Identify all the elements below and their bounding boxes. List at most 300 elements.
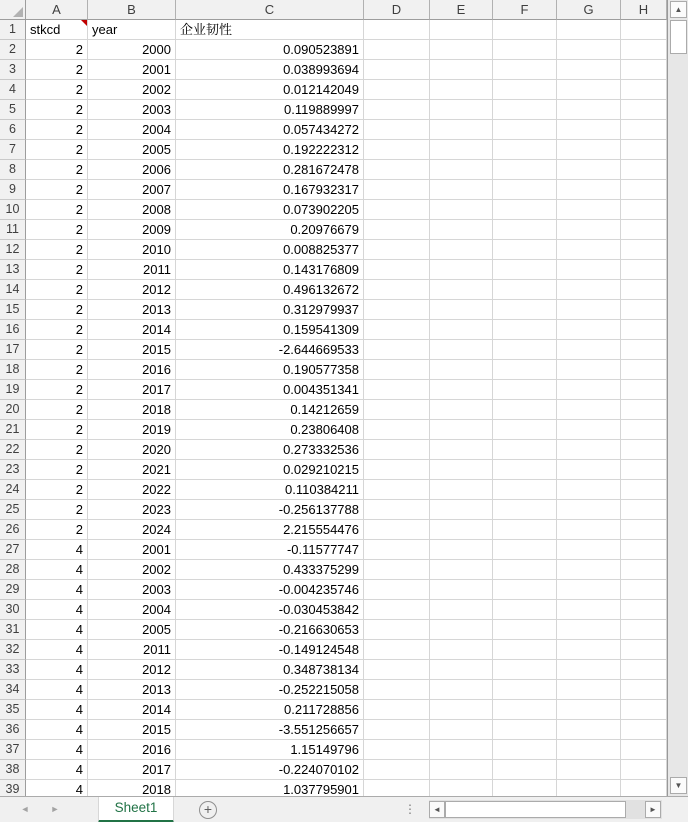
cell-a18[interactable]: 2 — [26, 360, 88, 380]
cell-d38[interactable] — [364, 760, 430, 780]
cell-d21[interactable] — [364, 420, 430, 440]
cell-a25[interactable]: 2 — [26, 500, 88, 520]
cell-c36[interactable]: -3.551256657 — [176, 720, 364, 740]
cell-f17[interactable] — [493, 340, 557, 360]
cell-c22[interactable]: 0.273332536 — [176, 440, 364, 460]
cell-c4[interactable]: 0.012142049 — [176, 80, 364, 100]
cell-e27[interactable] — [430, 540, 493, 560]
cell-d1[interactable] — [364, 20, 430, 40]
cell-f29[interactable] — [493, 580, 557, 600]
row-header-2[interactable]: 2 — [0, 40, 26, 60]
cell-d3[interactable] — [364, 60, 430, 80]
row-header-1[interactable]: 1 — [0, 20, 26, 40]
cell-g5[interactable] — [557, 100, 621, 120]
cell-h38[interactable] — [621, 760, 667, 780]
cell-b2[interactable]: 2000 — [88, 40, 176, 60]
cell-b37[interactable]: 2016 — [88, 740, 176, 760]
cell-c26[interactable]: 2.215554476 — [176, 520, 364, 540]
cell-a15[interactable]: 2 — [26, 300, 88, 320]
cell-c10[interactable]: 0.073902205 — [176, 200, 364, 220]
cell-b26[interactable]: 2024 — [88, 520, 176, 540]
cell-b4[interactable]: 2002 — [88, 80, 176, 100]
cell-d15[interactable] — [364, 300, 430, 320]
horizontal-scrollbar-thumb[interactable] — [445, 801, 626, 818]
cell-b7[interactable]: 2005 — [88, 140, 176, 160]
cell-e35[interactable] — [430, 700, 493, 720]
cell-f6[interactable] — [493, 120, 557, 140]
cell-e9[interactable] — [430, 180, 493, 200]
cell-g12[interactable] — [557, 240, 621, 260]
cell-g10[interactable] — [557, 200, 621, 220]
cell-e3[interactable] — [430, 60, 493, 80]
cell-e20[interactable] — [430, 400, 493, 420]
row-header-27[interactable]: 27 — [0, 540, 26, 560]
cell-b32[interactable]: 2011 — [88, 640, 176, 660]
row-header-22[interactable]: 22 — [0, 440, 26, 460]
cell-h18[interactable] — [621, 360, 667, 380]
cell-h36[interactable] — [621, 720, 667, 740]
cell-g1[interactable] — [557, 20, 621, 40]
cell-c38[interactable]: -0.224070102 — [176, 760, 364, 780]
cell-a37[interactable]: 4 — [26, 740, 88, 760]
cell-f32[interactable] — [493, 640, 557, 660]
cell-e2[interactable] — [430, 40, 493, 60]
cell-e12[interactable] — [430, 240, 493, 260]
cell-a5[interactable]: 2 — [26, 100, 88, 120]
row-header-32[interactable]: 32 — [0, 640, 26, 660]
row-header-16[interactable]: 16 — [0, 320, 26, 340]
cell-c12[interactable]: 0.008825377 — [176, 240, 364, 260]
cell-e19[interactable] — [430, 380, 493, 400]
cell-g31[interactable] — [557, 620, 621, 640]
cell-h27[interactable] — [621, 540, 667, 560]
cell-e18[interactable] — [430, 360, 493, 380]
cell-b9[interactable]: 2007 — [88, 180, 176, 200]
row-header-31[interactable]: 31 — [0, 620, 26, 640]
cell-b25[interactable]: 2023 — [88, 500, 176, 520]
cell-f22[interactable] — [493, 440, 557, 460]
row-header-21[interactable]: 21 — [0, 420, 26, 440]
cell-e10[interactable] — [430, 200, 493, 220]
row-header-12[interactable]: 12 — [0, 240, 26, 260]
cell-b22[interactable]: 2020 — [88, 440, 176, 460]
cell-d9[interactable] — [364, 180, 430, 200]
cell-d13[interactable] — [364, 260, 430, 280]
cell-f18[interactable] — [493, 360, 557, 380]
cell-g8[interactable] — [557, 160, 621, 180]
cell-a4[interactable]: 2 — [26, 80, 88, 100]
cell-e4[interactable] — [430, 80, 493, 100]
cell-h20[interactable] — [621, 400, 667, 420]
cell-e32[interactable] — [430, 640, 493, 660]
cell-c19[interactable]: 0.004351341 — [176, 380, 364, 400]
cell-g29[interactable] — [557, 580, 621, 600]
cell-g19[interactable] — [557, 380, 621, 400]
row-header-19[interactable]: 19 — [0, 380, 26, 400]
cell-f33[interactable] — [493, 660, 557, 680]
cell-d19[interactable] — [364, 380, 430, 400]
cell-d33[interactable] — [364, 660, 430, 680]
cell-b39[interactable]: 2018 — [88, 780, 176, 796]
cell-d14[interactable] — [364, 280, 430, 300]
cell-c31[interactable]: -0.216630653 — [176, 620, 364, 640]
column-header-b[interactable]: B — [88, 0, 176, 20]
cell-f16[interactable] — [493, 320, 557, 340]
cell-a34[interactable]: 4 — [26, 680, 88, 700]
cell-h11[interactable] — [621, 220, 667, 240]
row-header-18[interactable]: 18 — [0, 360, 26, 380]
cell-c20[interactable]: 0.14212659 — [176, 400, 364, 420]
cell-d17[interactable] — [364, 340, 430, 360]
cell-b6[interactable]: 2004 — [88, 120, 176, 140]
cell-f31[interactable] — [493, 620, 557, 640]
cell-c21[interactable]: 0.23806408 — [176, 420, 364, 440]
cell-b14[interactable]: 2012 — [88, 280, 176, 300]
cell-g6[interactable] — [557, 120, 621, 140]
cell-f26[interactable] — [493, 520, 557, 540]
cell-a8[interactable]: 2 — [26, 160, 88, 180]
cell-e11[interactable] — [430, 220, 493, 240]
cell-b13[interactable]: 2011 — [88, 260, 176, 280]
cell-g2[interactable] — [557, 40, 621, 60]
cell-c5[interactable]: 0.119889997 — [176, 100, 364, 120]
cell-g30[interactable] — [557, 600, 621, 620]
cell-b20[interactable]: 2018 — [88, 400, 176, 420]
cell-h28[interactable] — [621, 560, 667, 580]
cell-a7[interactable]: 2 — [26, 140, 88, 160]
cell-g18[interactable] — [557, 360, 621, 380]
cell-e5[interactable] — [430, 100, 493, 120]
cell-b38[interactable]: 2017 — [88, 760, 176, 780]
cell-a20[interactable]: 2 — [26, 400, 88, 420]
cell-c35[interactable]: 0.211728856 — [176, 700, 364, 720]
cell-c37[interactable]: 1.15149796 — [176, 740, 364, 760]
cell-d2[interactable] — [364, 40, 430, 60]
row-header-36[interactable]: 36 — [0, 720, 26, 740]
row-header-38[interactable]: 38 — [0, 760, 26, 780]
cell-b19[interactable]: 2017 — [88, 380, 176, 400]
cell-e16[interactable] — [430, 320, 493, 340]
cell-e34[interactable] — [430, 680, 493, 700]
cell-f27[interactable] — [493, 540, 557, 560]
cell-h14[interactable] — [621, 280, 667, 300]
cell-b11[interactable]: 2009 — [88, 220, 176, 240]
cell-f1[interactable] — [493, 20, 557, 40]
column-header-d[interactable]: D — [364, 0, 430, 20]
column-header-g[interactable]: G — [557, 0, 621, 20]
cell-f12[interactable] — [493, 240, 557, 260]
cell-f36[interactable] — [493, 720, 557, 740]
cell-c9[interactable]: 0.167932317 — [176, 180, 364, 200]
cell-h37[interactable] — [621, 740, 667, 760]
cell-a35[interactable]: 4 — [26, 700, 88, 720]
cell-h4[interactable] — [621, 80, 667, 100]
cell-h21[interactable] — [621, 420, 667, 440]
row-header-6[interactable]: 6 — [0, 120, 26, 140]
row-header-33[interactable]: 33 — [0, 660, 26, 680]
cell-a32[interactable]: 4 — [26, 640, 88, 660]
cell-f35[interactable] — [493, 700, 557, 720]
cell-b31[interactable]: 2005 — [88, 620, 176, 640]
cell-f21[interactable] — [493, 420, 557, 440]
cell-h5[interactable] — [621, 100, 667, 120]
row-header-9[interactable]: 9 — [0, 180, 26, 200]
row-header-5[interactable]: 5 — [0, 100, 26, 120]
column-header-e[interactable]: E — [430, 0, 493, 20]
cell-a29[interactable]: 4 — [26, 580, 88, 600]
cell-d5[interactable] — [364, 100, 430, 120]
cell-a16[interactable]: 2 — [26, 320, 88, 340]
cell-g4[interactable] — [557, 80, 621, 100]
cell-g13[interactable] — [557, 260, 621, 280]
cell-g23[interactable] — [557, 460, 621, 480]
cell-g35[interactable] — [557, 700, 621, 720]
cell-c11[interactable]: 0.20976679 — [176, 220, 364, 240]
cell-e28[interactable] — [430, 560, 493, 580]
cell-b10[interactable]: 2008 — [88, 200, 176, 220]
cell-c3[interactable]: 0.038993694 — [176, 60, 364, 80]
cell-h31[interactable] — [621, 620, 667, 640]
cell-h29[interactable] — [621, 580, 667, 600]
cell-b29[interactable]: 2003 — [88, 580, 176, 600]
cell-h22[interactable] — [621, 440, 667, 460]
cell-g25[interactable] — [557, 500, 621, 520]
cell-e21[interactable] — [430, 420, 493, 440]
cell-a21[interactable]: 2 — [26, 420, 88, 440]
cell-g36[interactable] — [557, 720, 621, 740]
cell-h24[interactable] — [621, 480, 667, 500]
cell-c28[interactable]: 0.433375299 — [176, 560, 364, 580]
cell-a14[interactable]: 2 — [26, 280, 88, 300]
row-header-14[interactable]: 14 — [0, 280, 26, 300]
cell-f9[interactable] — [493, 180, 557, 200]
cell-c39[interactable]: 1.037795901 — [176, 780, 364, 796]
cell-d7[interactable] — [364, 140, 430, 160]
column-header-a[interactable]: A — [26, 0, 88, 20]
cell-f28[interactable] — [493, 560, 557, 580]
cell-b30[interactable]: 2004 — [88, 600, 176, 620]
cell-h39[interactable] — [621, 780, 667, 796]
tab-area-resize-handle[interactable] — [404, 797, 416, 822]
cell-a6[interactable]: 2 — [26, 120, 88, 140]
cell-a38[interactable]: 4 — [26, 760, 88, 780]
cell-g39[interactable] — [557, 780, 621, 796]
cell-g24[interactable] — [557, 480, 621, 500]
cell-g15[interactable] — [557, 300, 621, 320]
cell-d37[interactable] — [364, 740, 430, 760]
cell-g11[interactable] — [557, 220, 621, 240]
cell-d31[interactable] — [364, 620, 430, 640]
cell-b16[interactable]: 2014 — [88, 320, 176, 340]
row-header-11[interactable]: 11 — [0, 220, 26, 240]
cell-g14[interactable] — [557, 280, 621, 300]
cell-e37[interactable] — [430, 740, 493, 760]
cell-c18[interactable]: 0.190577358 — [176, 360, 364, 380]
cell-h15[interactable] — [621, 300, 667, 320]
cell-a33[interactable]: 4 — [26, 660, 88, 680]
cell-h35[interactable] — [621, 700, 667, 720]
cell-g16[interactable] — [557, 320, 621, 340]
cell-h12[interactable] — [621, 240, 667, 260]
cell-b23[interactable]: 2021 — [88, 460, 176, 480]
cell-g33[interactable] — [557, 660, 621, 680]
row-header-7[interactable]: 7 — [0, 140, 26, 160]
cell-e23[interactable] — [430, 460, 493, 480]
cell-e30[interactable] — [430, 600, 493, 620]
cell-b33[interactable]: 2012 — [88, 660, 176, 680]
cell-b18[interactable]: 2016 — [88, 360, 176, 380]
cell-c15[interactable]: 0.312979937 — [176, 300, 364, 320]
cell-e39[interactable] — [430, 780, 493, 796]
cell-f38[interactable] — [493, 760, 557, 780]
cell-f11[interactable] — [493, 220, 557, 240]
cell-h17[interactable] — [621, 340, 667, 360]
cell-b3[interactable]: 2001 — [88, 60, 176, 80]
cell-g32[interactable] — [557, 640, 621, 660]
cell-g21[interactable] — [557, 420, 621, 440]
cell-c8[interactable]: 0.281672478 — [176, 160, 364, 180]
cell-e14[interactable] — [430, 280, 493, 300]
cell-d32[interactable] — [364, 640, 430, 660]
cell-a36[interactable]: 4 — [26, 720, 88, 740]
cell-d28[interactable] — [364, 560, 430, 580]
cell-g38[interactable] — [557, 760, 621, 780]
cell-c25[interactable]: -0.256137788 — [176, 500, 364, 520]
cell-c17[interactable]: -2.644669533 — [176, 340, 364, 360]
cell-h30[interactable] — [621, 600, 667, 620]
vertical-scrollbar-thumb[interactable] — [670, 20, 687, 54]
cell-c1[interactable]: 企业韧性 — [176, 20, 364, 40]
cell-g37[interactable] — [557, 740, 621, 760]
cell-a10[interactable]: 2 — [26, 200, 88, 220]
cell-b28[interactable]: 2002 — [88, 560, 176, 580]
cell-c14[interactable]: 0.496132672 — [176, 280, 364, 300]
cell-h6[interactable] — [621, 120, 667, 140]
cell-e22[interactable] — [430, 440, 493, 460]
cell-h10[interactable] — [621, 200, 667, 220]
cell-h26[interactable] — [621, 520, 667, 540]
cell-h34[interactable] — [621, 680, 667, 700]
tab-nav-right-button[interactable] — [48, 797, 62, 822]
cell-b15[interactable]: 2013 — [88, 300, 176, 320]
cell-g9[interactable] — [557, 180, 621, 200]
cell-b8[interactable]: 2006 — [88, 160, 176, 180]
cell-e15[interactable] — [430, 300, 493, 320]
select-all-corner[interactable] — [0, 0, 26, 20]
cell-f23[interactable] — [493, 460, 557, 480]
cell-d10[interactable] — [364, 200, 430, 220]
cell-d22[interactable] — [364, 440, 430, 460]
row-header-23[interactable]: 23 — [0, 460, 26, 480]
scroll-left-button[interactable] — [429, 801, 445, 818]
cell-c24[interactable]: 0.110384211 — [176, 480, 364, 500]
cell-b35[interactable]: 2014 — [88, 700, 176, 720]
cell-a13[interactable]: 2 — [26, 260, 88, 280]
row-header-20[interactable]: 20 — [0, 400, 26, 420]
cell-c7[interactable]: 0.192222312 — [176, 140, 364, 160]
cell-e13[interactable] — [430, 260, 493, 280]
row-header-25[interactable]: 25 — [0, 500, 26, 520]
cell-h25[interactable] — [621, 500, 667, 520]
cell-f13[interactable] — [493, 260, 557, 280]
vertical-scrollbar[interactable] — [667, 0, 688, 796]
cell-g22[interactable] — [557, 440, 621, 460]
cell-g3[interactable] — [557, 60, 621, 80]
cell-e36[interactable] — [430, 720, 493, 740]
cell-e26[interactable] — [430, 520, 493, 540]
cell-d36[interactable] — [364, 720, 430, 740]
row-header-30[interactable]: 30 — [0, 600, 26, 620]
cell-h1[interactable] — [621, 20, 667, 40]
cell-d11[interactable] — [364, 220, 430, 240]
cell-d29[interactable] — [364, 580, 430, 600]
column-header-c[interactable]: C — [176, 0, 364, 20]
cell-d30[interactable] — [364, 600, 430, 620]
row-header-39[interactable]: 39 — [0, 780, 26, 796]
cell-a27[interactable]: 4 — [26, 540, 88, 560]
cell-d6[interactable] — [364, 120, 430, 140]
cell-e6[interactable] — [430, 120, 493, 140]
cell-h13[interactable] — [621, 260, 667, 280]
cell-d20[interactable] — [364, 400, 430, 420]
cell-d25[interactable] — [364, 500, 430, 520]
cell-h19[interactable] — [621, 380, 667, 400]
cell-f3[interactable] — [493, 60, 557, 80]
cell-c27[interactable]: -0.11577747 — [176, 540, 364, 560]
cell-d12[interactable] — [364, 240, 430, 260]
row-header-34[interactable]: 34 — [0, 680, 26, 700]
cell-c32[interactable]: -0.149124548 — [176, 640, 364, 660]
cell-f37[interactable] — [493, 740, 557, 760]
cell-f8[interactable] — [493, 160, 557, 180]
cell-a28[interactable]: 4 — [26, 560, 88, 580]
cell-e29[interactable] — [430, 580, 493, 600]
cell-c30[interactable]: -0.030453842 — [176, 600, 364, 620]
cell-h3[interactable] — [621, 60, 667, 80]
cell-h32[interactable] — [621, 640, 667, 660]
cell-e25[interactable] — [430, 500, 493, 520]
cell-e24[interactable] — [430, 480, 493, 500]
cell-c34[interactable]: -0.252215058 — [176, 680, 364, 700]
scroll-right-button[interactable] — [645, 801, 661, 818]
scroll-up-button[interactable] — [670, 1, 687, 18]
column-header-f[interactable]: F — [493, 0, 557, 20]
cell-e17[interactable] — [430, 340, 493, 360]
cell-f2[interactable] — [493, 40, 557, 60]
cell-d27[interactable] — [364, 540, 430, 560]
cell-f5[interactable] — [493, 100, 557, 120]
cell-f20[interactable] — [493, 400, 557, 420]
cell-b12[interactable]: 2010 — [88, 240, 176, 260]
cell-d26[interactable] — [364, 520, 430, 540]
row-header-8[interactable]: 8 — [0, 160, 26, 180]
cell-b24[interactable]: 2022 — [88, 480, 176, 500]
cell-a19[interactable]: 2 — [26, 380, 88, 400]
row-header-15[interactable]: 15 — [0, 300, 26, 320]
cell-f25[interactable] — [493, 500, 557, 520]
tab-sheet1[interactable]: Sheet1 — [98, 797, 174, 822]
cell-b21[interactable]: 2019 — [88, 420, 176, 440]
cell-h23[interactable] — [621, 460, 667, 480]
cell-c2[interactable]: 0.090523891 — [176, 40, 364, 60]
cell-c13[interactable]: 0.143176809 — [176, 260, 364, 280]
cell-g34[interactable] — [557, 680, 621, 700]
cell-f30[interactable] — [493, 600, 557, 620]
cell-f24[interactable] — [493, 480, 557, 500]
cell-e38[interactable] — [430, 760, 493, 780]
scroll-down-button[interactable] — [670, 777, 687, 794]
cell-a23[interactable]: 2 — [26, 460, 88, 480]
